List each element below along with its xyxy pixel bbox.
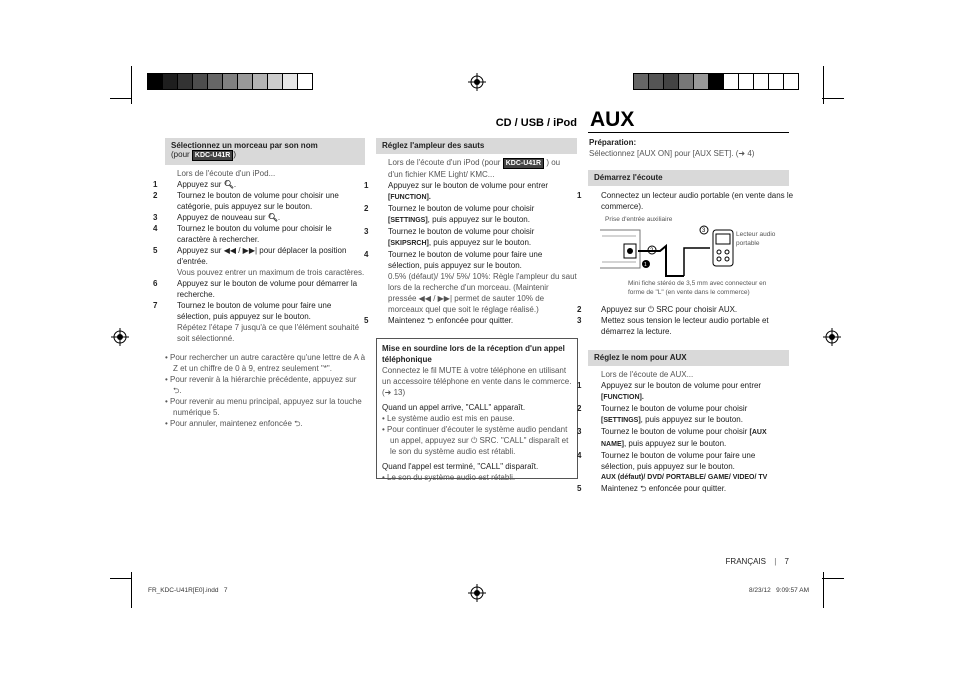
col3-intro: Lors de l'écoute de AUX... xyxy=(601,370,694,379)
col2-step-1: 1 Appuyez sur le bouton de volume pour entrer [FUNCTION]. xyxy=(364,181,549,201)
col1-step-2: 2 Tournez le bouton de volume pour choisir une catégorie, puis appuyez sur le bouton. xyxy=(153,191,339,211)
svg-text:2: 2 xyxy=(650,248,654,254)
col2-intro-2: d'un fichier KME Light/ KMC... xyxy=(388,170,495,179)
col3-heading-2-box xyxy=(588,350,789,366)
col3-heading-1: Démarrez l'écoute xyxy=(594,173,663,182)
col3-step-2: 2 Appuyez sur ⏻ SRC pour choisir AUX. xyxy=(577,305,738,314)
fig-caption: Mini fiche stéréo de 3,5 mm avec connecteur en forme de "L" (en vente dans le commerce) xyxy=(628,280,767,296)
color-bar-right xyxy=(634,73,799,90)
footer-file: FR_KDC-U41R[E0].indd 7 xyxy=(148,587,228,594)
svg-text:1: 1 xyxy=(644,262,647,268)
prep-section xyxy=(589,137,789,159)
col3-aux-step-2: 2 Tournez le bouton de volume pour choisir [SETTINGS], puis appuyez sur le bouton. xyxy=(577,404,748,424)
search-icon: 🔍︎ xyxy=(223,180,234,189)
col1-intro: Lors de l'écoute d'un iPod... xyxy=(177,169,276,178)
col1-note-5: Vous pouvez entrer un maximum de trois caractères. xyxy=(177,268,365,277)
col3-step4-note: AUX (défaut)/ DVD/ PORTABLE/ GAME/ VIDEO/ TV xyxy=(601,474,768,481)
col1-body xyxy=(153,168,367,429)
col3-steps-2-3 xyxy=(577,304,789,337)
col2-heading-box xyxy=(376,138,577,154)
registration-mark-icon xyxy=(468,73,486,91)
col1-note-7: Répétez l'étape 7 jusqu'à ce que l'élément souhaité soit sélectionné. xyxy=(177,323,360,343)
prep-title: Préparation: xyxy=(589,138,637,147)
col1-step-6: 6 Appuyez sur le bouton de volume pour démarrer la recherche. xyxy=(153,279,358,299)
model-badge: KDC-U41R xyxy=(503,158,544,169)
col1-step-1: 1 Appuyez sur 🔍︎. xyxy=(153,180,237,189)
fig-label-portable-player: Lecteur audio portable xyxy=(736,231,776,247)
col2-step-5: 5 Maintenez ⮌ enfoncée pour quitter. xyxy=(364,316,514,325)
phone-bullet: • Le son du système audio est rétabli. xyxy=(382,473,516,482)
col3-aux-step-5: 5 Maintenez ⮌ enfoncée pour quitter. xyxy=(577,484,727,493)
col2-step4-note: 0.5% (défaut)/ 1%/ 5%/ 10%: Règle l'ampleur du saut lors de la recherche d'un morceau. (Maintenir pressée ◀◀ / ▶▶| permet de sauter 10% de morceaux quel que soit le réglage réalisé.) xyxy=(388,272,577,314)
col3-step-1: 1 Connectez un lecteur audio portable (en vente dans le commerce). xyxy=(577,191,794,211)
phone-call-end: Quand l'appel est terminé, "CALL" disparaît. xyxy=(382,462,539,471)
col1-heading: Sélectionnez un morceau par son nom xyxy=(171,141,318,150)
col1-step-3: 3 Appuyez de nouveau sur 🔍︎. xyxy=(153,213,281,222)
phone-call-in: Quand un appel arrive, "CALL" apparaît. xyxy=(382,403,526,412)
fig-label-aux-input: Prise d'entrée auxiliaire xyxy=(605,216,673,223)
registration-mark-icon xyxy=(823,328,841,346)
col1-bullet: • Pour revenir au menu principal, appuyez sur la touche numérique 5. xyxy=(165,397,362,417)
footer-page-number: 7 xyxy=(784,557,789,566)
col3-step-3: 3 Mettez sous tension le lecteur audio portable et démarrez la lecture. xyxy=(577,316,769,336)
phone-bullet: • Pour continuer d'écouter le système audio pendant un appel, appuyez sur ⏻ SRC. "CALL" disparaît et le son du système audio est rétabli. xyxy=(382,425,569,456)
color-bar-left xyxy=(148,73,313,90)
col3-aux-step-3: 3 Tournez le bouton de volume pour choisir [AUX NAME], puis appuyez sur le bouton. xyxy=(577,427,767,448)
col1-bullet: • Pour rechercher un autre caractère qu'une lettre de A à Z et un chiffre de 0 à 9, entrez seulement "*". xyxy=(165,353,366,373)
phone-mute-box xyxy=(376,338,578,482)
registration-mark-icon xyxy=(468,584,486,602)
col3-body-2 xyxy=(577,369,789,494)
phone-bullet: • Le système audio est mis en pause. xyxy=(382,414,515,423)
col1-subheading: (pour xyxy=(171,150,192,159)
phone-box-title: Mise en sourdine lors de la réception d'un appel téléphonique xyxy=(382,344,565,364)
model-badge: KDC-U41R xyxy=(192,150,233,161)
col3-heading-1-box xyxy=(588,170,789,186)
registration-mark-icon xyxy=(111,328,129,346)
col1-step-4: 4 Tournez le bouton du volume pour choisir le caractère à rechercher. xyxy=(153,224,332,244)
section-title-right: AUX xyxy=(590,108,635,131)
search-icon: 🔍︎ xyxy=(267,213,278,222)
svg-text:3: 3 xyxy=(702,228,706,234)
phone-box-body: Connectez le fil MUTE à votre téléphone en utilisant un accessoire téléphone en vente dans le commerce. (➜ 13) xyxy=(382,366,572,397)
col2-step-4: 4 Tournez le bouton de volume pour faire une sélection, puis appuyez sur le bouton. xyxy=(364,250,543,270)
col1-bullet: • Pour revenir à la hiérarchie précédente, appuyez sur ⮌. xyxy=(165,375,357,395)
col3-aux-step-4: 4 Tournez le bouton de volume pour faire une sélection, puis appuyez sur le bouton. xyxy=(577,451,756,471)
col2-heading: Réglez l'ampleur des sauts xyxy=(382,141,485,150)
col3-heading-2: Réglez le nom pour AUX xyxy=(594,353,687,362)
col3-aux-step-1: 1 Appuyez sur le bouton de volume pour entrer [FUNCTION]. xyxy=(577,381,762,401)
col1-step-5: 5 Appuyez sur ◀◀ / ▶▶| pour déplacer la position d'entrée. xyxy=(153,246,347,266)
col2-body: Lors de l'écoute d'un iPod (pour KDC-U41R ) ou d'un fichier KME Light/ KMC... 1 Appuyez sur le bouton de volume pour entrer [FUNCTION]. 2 Tournez le bouton de volume pour choisir [SETTINGS], puis appuyez sur le bouton. 3 Tournez le bouton de volume pour choisir [SKIPSRCH], puis appuyez sur le bouton. 4 Tournez le bouton de volume pour faire une sélection, puis appuyez sur le bouton. 0.5% (défaut)/ 1%/ 5%/ 10%: Règle l'ampleur du saut lors de la recherche d'un morceau. (Maintenir pressée ◀◀ / ▶▶| permet de sauter 10% de morceaux quel que soit le réglage réalisé.) 5 Maintenez ⮌ enfoncée pour quitter. xyxy=(364,158,577,325)
prep-text: Sélectionnez [AUX ON] pour [AUX SET]. (➜ 4) xyxy=(589,149,755,158)
footer-language: FRANÇAIS xyxy=(725,557,766,566)
footer-page-label: FRANÇAIS | 7 xyxy=(725,557,789,566)
header-rule xyxy=(588,132,789,133)
col2-step-2: 2 Tournez le bouton de volume pour choisir [SETTINGS], puis appuyez sur le bouton. xyxy=(364,204,535,224)
col2-step-3: 3 Tournez le bouton de volume pour choisir [SKIPSRCH], puis appuyez sur le bouton. xyxy=(364,227,535,247)
footer-date: 8/23/12 9:09:57 AM xyxy=(749,587,809,594)
col1-step-7: 7 Tournez le bouton de volume pour faire une sélection, puis appuyez sur le bouton. xyxy=(153,301,332,321)
col1-bullet: • Pour annuler, maintenez enfoncée ⮌. xyxy=(165,419,303,428)
section-title-left: CD / USB / iPod xyxy=(495,117,577,129)
col2-intro: Lors de l'écoute d'un iPod (pour xyxy=(388,158,501,167)
col1-heading-box: Sélectionnez un morceau par son nom (pour KDC-U41R ) xyxy=(165,138,365,165)
